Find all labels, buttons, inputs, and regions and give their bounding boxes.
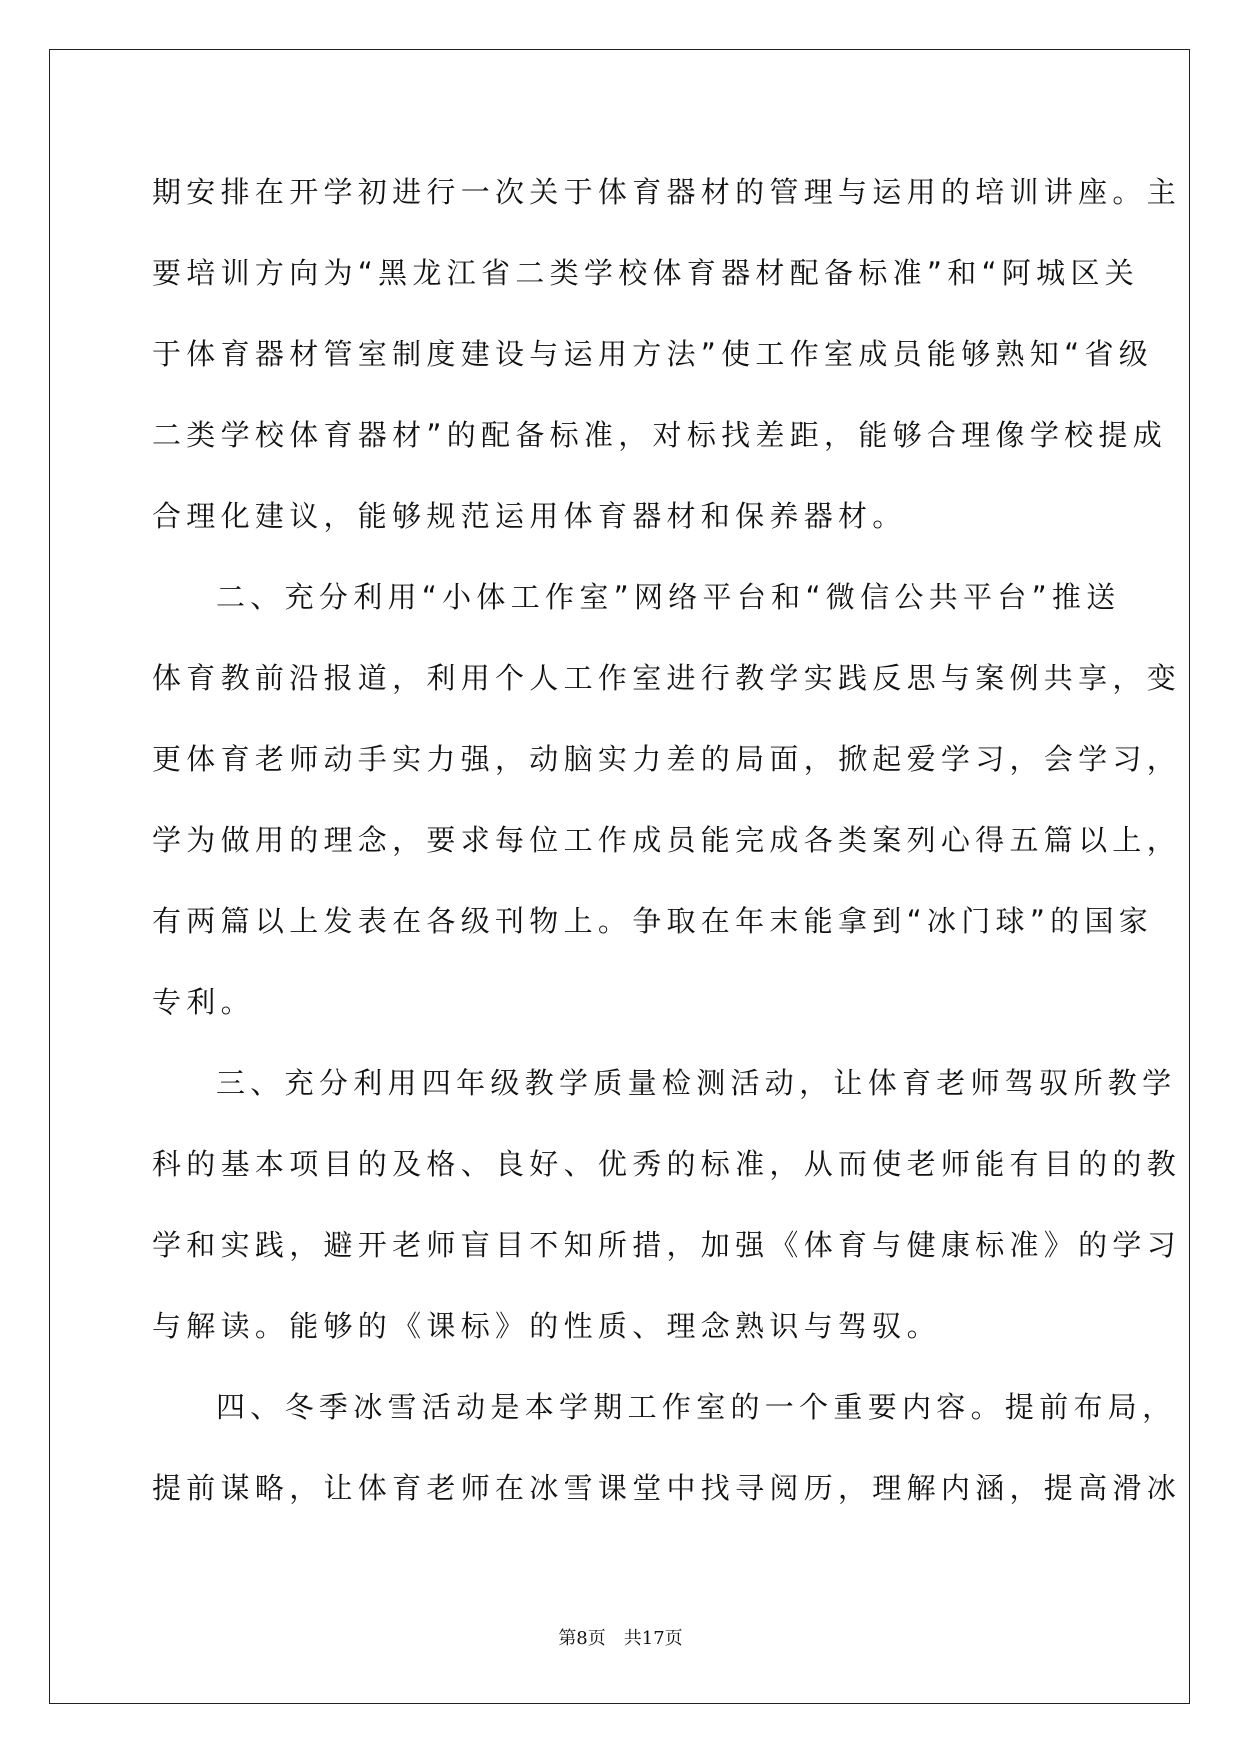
text-line: 要培训方向为“黑龙江省二类学校体育器材配备标准”和“阿城区关 xyxy=(152,256,1140,290)
text-line: 合理化建议，能够规范运用体育器材和保养器材。 xyxy=(152,499,907,533)
text-line: 与解读。能够的《课标》的性质、理念熟识与驾驭。 xyxy=(152,1309,941,1343)
text-line: 学和实践，避开老师盲目不知所措，加强《体育与健康标准》的学习 xyxy=(152,1228,1182,1262)
text-line: 于体育器材管室制度建设与运用方法”使工作室成员能够熟知“省级 xyxy=(152,337,1154,371)
text-line: 期安排在开学初进行一次关于体育器材的管理与运用的培训讲座。主 xyxy=(152,175,1182,209)
text-line: 有两篇以上发表在各级刊物上。争取在年末能拿到“冰门球”的国家 xyxy=(152,904,1154,938)
text-line: 更体育老师动手实力强，动脑实力差的局面，掀起爱学习，会学习， xyxy=(152,742,1182,776)
text-line: 体育教前沿报道，利用个人工作室进行教学实践反思与案例共享，变 xyxy=(152,661,1182,695)
text-line: 专利。 xyxy=(152,985,255,1019)
text-line: 二类学校体育器材”的配备标准，对标找差距，能够合理像学校提成 xyxy=(152,418,1168,452)
text-line: 三、充分利用四年级教学质量检测活动，让体育老师驾驭所教学 xyxy=(216,1066,1177,1100)
page-number: 第8页 xyxy=(558,1628,606,1649)
text-line: 提前谋略，让体育老师在冰雪课堂中找寻阅历，理解内涵，提高滑冰 xyxy=(152,1471,1182,1505)
text-line: 学为做用的理念，要求每位工作成员能完成各类案列心得五篇以上， xyxy=(152,823,1182,857)
text-line: 科的基本项目的及格、良好、优秀的标准，从而使老师能有目的的教 xyxy=(152,1147,1182,1181)
page-total: 共17页 xyxy=(623,1628,683,1649)
page-footer xyxy=(0,1624,1241,1650)
text-line: 二、充分利用“小体工作室”网络平台和“微信公共平台”推送 xyxy=(216,580,1121,614)
text-line: 四、冬季冰雪活动是本学期工作室的一个重要内容。提前布局， xyxy=(216,1390,1177,1424)
document-body xyxy=(152,152,1182,1529)
